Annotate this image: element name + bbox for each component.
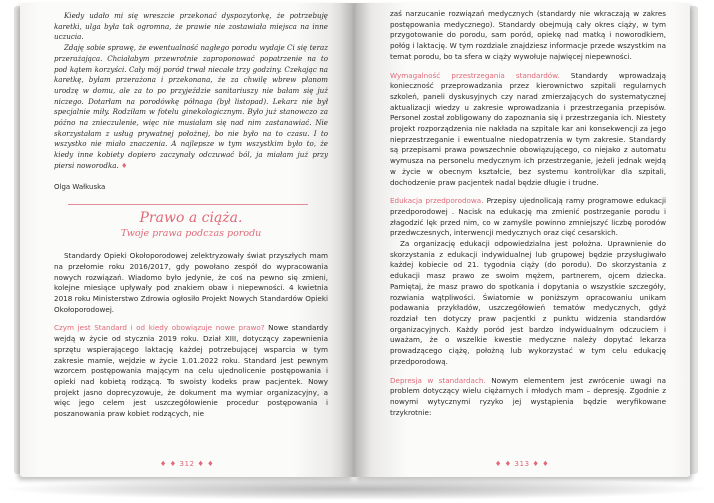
- body-paragraph: Za organizację edukacji odpowiedzialna jest położna. Uprawnienie do skorzystania z edukacji indywidualnej lub grupowej będzie przysługiwało każdej kobiecie od 21. tygodnia ciąży (do porodu). Do skorzystania z edukacji masz prawo ze swoim mężem, partnerem, ojcem dziecka. Pamiętaj, że masz prawo do spotkania i dopytania o wszystkie szczegóły, rozwiania wątpliwości. Światomie w poniższym opracowaniu unikam podawania przykładów, uszczegółowień tematów medycznych, gdyż rozdział ten dotyczy praw pacjentki z punktu widzenia standardów organizacyjnych. Każdy poród jest bardzo indywidualnym odczuciem i uważam, że o wszelkie kwestie medyczne należy dopytać lekarza prowadzącego ciążę, położną lub wykorzystać w tym celu edukację przedporodową.: [390, 239, 666, 366]
- body-paragraph: [390, 71, 666, 189]
- depression-lead: Depresja w standardach.: [390, 375, 486, 385]
- author-signature: Olga Wałkuska: [54, 182, 106, 191]
- question-lead: Czym jest Standard i od kiedy obowiązuje nowe prawo?: [54, 323, 265, 333]
- body-text: Nowe standardy wejdą w życie od stycznia 2019 roku. Dział XIII, dotyczący zapewnienia sprzętu wspierającego laktację każdej potrzebującej wsparcia w tym zakresie mamie, wejdzie w życie 1.01.2022 roku. Standard jest pewnym wzorcem postępowania mającym na celu ujednolicenie postępowania i opieki nad kobietą rodzącą. To swoisty kodeks praw pacjentek. Nowy projekt jasno doprecyzowuje, że dokument ma wymiar organizacyjny, a więc jego celem jest uszczegółowienie procedur postępowania i poszanowania praw kobiet rodzących, nie: [54, 323, 328, 419]
- body-paragraph: [390, 196, 666, 239]
- right-page: [354, 3, 690, 477]
- left-page: [20, 3, 354, 477]
- section-subtitle: Twoje prawa podczas porodu: [120, 228, 262, 240]
- body-text: Przepisy ujednolicają ramy programowe edukacji przedporodowej . Nacisk na edukację ma zmienić postrzeganie porodu i złagodzić lęk przed nim, co w zamyśle powinno zmniejszyć liczbę porodów przedwczesnych, interwencji medycznych oraz cięć cesarskich.: [390, 196, 666, 238]
- right-page-edge: [690, 6, 698, 474]
- section-divider: [68, 204, 308, 205]
- page-number: ♦ ♦ 312 ♦ ♦: [159, 459, 215, 468]
- education-lead: Edukacja przedporodowa.: [390, 196, 484, 206]
- body-paragraph: [54, 323, 328, 419]
- body-text: Standardy wprowadzają konieczność przeprowadzania przez kierownictwo szpitali regularnych szkoleń, paneli dyskusyjnych czy narad zmierzających do systematycznej aktualizacji wiedzy u zakresie wprowadzania i przestrzegania przepisów. Personel został zobligowany do zapoznania się i przestrzegania ich. Niestety projekt rozporządzenia nie nakłada na szpitale kar ani konsekwencji za jego nieprzestrzeganie i ewentualne niedopatrzenia w tym zakresie. Standardy są przepisami prawa powszechnie obowiązującego, co niejako z automatu wymusza na personelu medycznym ich przestrzeganie, jeżeli jednak wejdą w życie w obecnym kształcie, bez systemu kontroli/kar dla szpitali, dochodzenie praw pacjentek nadal będzie długie i trudne.: [390, 70, 666, 187]
- standards-lead: Wymagalność przestrzegania standardów.: [390, 70, 560, 80]
- story-text: Zdaję sobie sprawę, że ewentualność nagłego porodu wydaje Ci się teraz przerażająca. Chciałabym przewrotnie zaproponować popatrzenie na to pod kątem korzyści. Cały mój poród trwał niecałe trzy godziny. Czekając na karetkę, byłam przerażona i przekonana, że za chwilę wbrew planom urodzę w domu, ale za to po przyjeździe sanitariuszy nie bałam się już niczego. Dotarłam na porodówkę półnaga (był listopad). Lekarz nie był specjalnie miły. Rodziłam w fotelu ginekologicznym. Było już stanowczo za późno na znieczulenie, więc nie musiałam się nad nim zastanawiać. Nie skorzystałam z usług prywatnej położnej, bo nie było na to czasu. I to wszystko nie miało znaczenia. A najlepsze w tym wszystkim było to, że kiedy inne kobiety dopiero zaczynały odczuwać ból, ja miałam już przy piersi noworodka.: [54, 43, 328, 170]
- body-text: Nowym elementem jest zwrócenie uwagi na problem dotyczący wielu ciężarnych i młodych mam – depresję. Zgodnie z nowymi wytycznymi ryzyko jej wystąpienia będzie weryfikowane trzykrotnie:: [390, 375, 666, 417]
- body-paragraph: [390, 376, 666, 419]
- story-paragraph: [54, 43, 328, 171]
- body-paragraph: Standardy Opieki Okołoporodowej zelektryzowały świat przyszłych mam na przełomie roku 2016/2017, gdy powołano zespół do wypracowania nowych rozwiązań. Wiadomo było jedynie, że coś na pewno się zmieni, kolejne miesiące upływały pod znakiem obaw i niepewności. 4 kwietnia 2018 roku Ministerstwo Zdrowia ogłosiło Projekt Nowych Standardów Opieki Okołoporodowej.: [54, 251, 328, 314]
- end-mark: ♦: [121, 160, 128, 170]
- book-shadow: [8, 478, 706, 500]
- page-number: ♦ ♦ 313 ♦ ♦: [494, 459, 550, 468]
- story-paragraph: Kiedy udało mi się wreszcie przekonać dyspozytorkę, że potrzebuję karetki, ulga była tak ogromna, że prawie nie zostawiała miejsca na inne uczucia.: [54, 11, 328, 42]
- section-title: Prawo a ciąża.: [139, 210, 243, 227]
- section-heading: [54, 209, 328, 241]
- body-paragraph: zaś narzucanie rozwiązań medycznych (standardy nie wkraczają w zakres postępowania medycznego). Standardy obejmują cały okres ciąży, w tym przygotowanie do porodu, sam poród, opiekę nad matką i noworodkiem, połóg i laktację. W tym rozdziale znajdziesz informacje przede wszystkim na temat porodu, bo ta sfera w ciąży wywołuje najwięcej niepewności.: [390, 9, 666, 61]
